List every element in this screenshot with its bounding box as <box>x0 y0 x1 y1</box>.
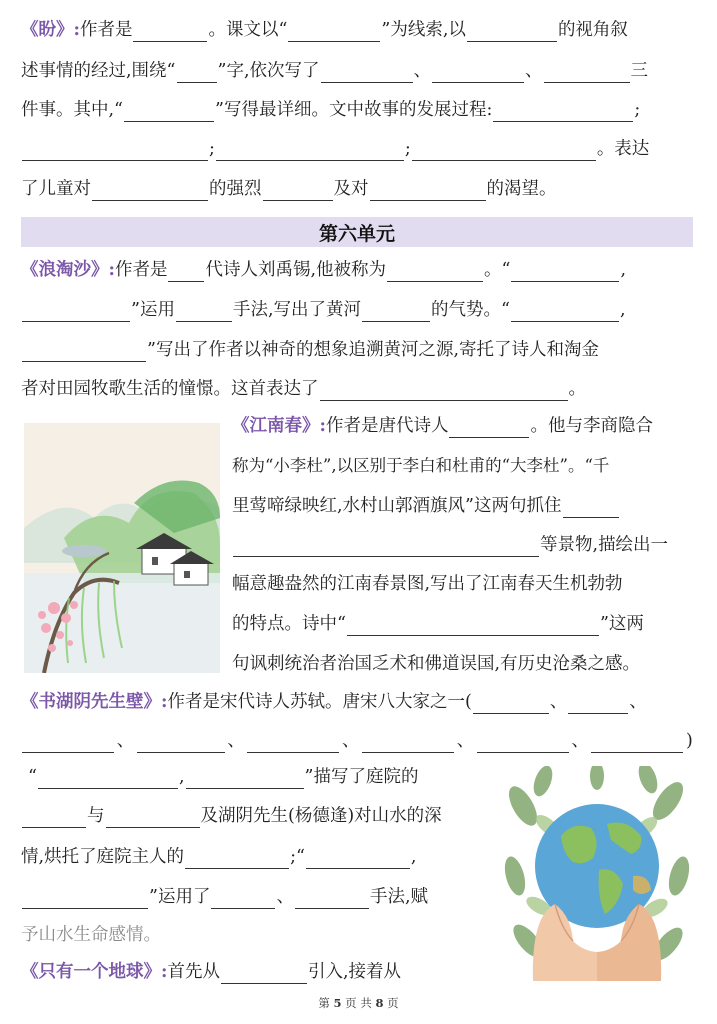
shuhuyin-line-3 <box>28 765 494 789</box>
earth-in-hands-illustration <box>503 766 691 981</box>
text: 页 <box>383 996 399 1010</box>
shuhuyin-title: 《书湖阴先生壁》: <box>21 692 168 712</box>
shuhuyin-line-2 <box>21 729 693 753</box>
text: 、 <box>413 61 432 81</box>
text: 、 <box>571 731 589 751</box>
text: 的气势。“ <box>431 300 510 320</box>
text: 页 共 <box>341 996 376 1010</box>
text: , <box>410 847 417 867</box>
text: 引入,接着从 <box>307 962 402 982</box>
blank[interactable] <box>186 770 304 789</box>
blank[interactable] <box>449 419 529 438</box>
text: 等景物,描绘出一 <box>540 535 669 555</box>
text: , <box>619 300 626 320</box>
text: 代诗人刘禹锡,他被称为 <box>205 260 387 280</box>
blank[interactable] <box>370 182 486 201</box>
text: 第 <box>318 996 334 1010</box>
text: 予山水生命感情。 <box>21 925 161 945</box>
text: 件事。其中,“ <box>21 100 124 120</box>
pan-title: 《盼》: <box>21 20 80 40</box>
text: 幅意趣盎然的江南春景图,写出了江南春天生机勃勃 <box>232 574 623 594</box>
blank[interactable] <box>563 499 619 518</box>
text: ; <box>634 100 641 120</box>
blank[interactable] <box>387 263 483 282</box>
blank[interactable] <box>591 734 683 753</box>
text: , <box>178 767 185 787</box>
text: 的强烈 <box>209 179 262 199</box>
blank[interactable] <box>432 64 524 83</box>
text: ”字,依次写了 <box>217 61 320 81</box>
blank[interactable] <box>473 695 549 714</box>
text: “ <box>28 767 37 787</box>
text: 首先从 <box>167 962 220 982</box>
text: ; <box>209 139 215 159</box>
blank[interactable] <box>320 382 568 401</box>
blank[interactable] <box>106 809 200 828</box>
text: 。 <box>568 379 586 399</box>
text: 。课文以“ <box>208 20 288 40</box>
blank[interactable] <box>412 142 596 161</box>
shuhuyin-line-1 <box>21 690 693 714</box>
shuhuyin-line-7 <box>21 923 494 947</box>
text: 及湖阴先生(杨德逢)对山水的深 <box>200 806 442 826</box>
text: ”描写了庭院的 <box>304 767 419 787</box>
current-page: 5 <box>333 996 342 1010</box>
jiangnanchun-title: 《江南春》: <box>232 416 326 436</box>
text: ”这两 <box>599 614 644 634</box>
page-footer <box>0 995 717 1011</box>
jiangnanchun-line-3 <box>232 494 693 518</box>
text: 、 <box>276 887 294 907</box>
blank[interactable] <box>568 695 628 714</box>
text: 、 <box>549 692 568 712</box>
text: 作者是宋代诗人苏轼。唐宋八大家之一( <box>167 692 472 712</box>
pan-line-1 <box>21 18 693 42</box>
blank[interactable] <box>92 182 208 201</box>
blank[interactable] <box>362 303 430 322</box>
blank[interactable] <box>22 142 208 161</box>
blank[interactable] <box>511 263 619 282</box>
text: 手法,写出了黄河 <box>232 300 362 320</box>
text: ) <box>686 731 693 751</box>
text: 作者是唐代诗人 <box>325 416 449 436</box>
text: 、 <box>629 692 647 712</box>
shuhuyin-line-6 <box>21 885 494 909</box>
blank[interactable] <box>544 64 630 83</box>
jiangnanchun-line-4 <box>232 533 693 557</box>
blank[interactable] <box>511 303 619 322</box>
blank[interactable] <box>38 770 178 789</box>
jiangnan-landscape-illustration <box>24 423 220 673</box>
langtaosha-line-2 <box>21 298 693 322</box>
text: 、 <box>227 731 245 751</box>
blank[interactable] <box>247 734 339 753</box>
text: 、 <box>341 731 360 751</box>
blank[interactable] <box>321 64 413 83</box>
jiangnanchun-line-6 <box>232 612 693 636</box>
blank[interactable] <box>221 965 307 984</box>
text: 的特点。诗中“ <box>232 614 346 634</box>
langtaosha-title: 《浪淘沙》: <box>21 260 115 280</box>
text: ”写出了作者以神奇的想象追溯黄河之源,寄托了诗人和淘金 <box>147 340 600 360</box>
blank[interactable] <box>22 343 146 362</box>
text: 。“ <box>484 260 511 280</box>
text: 称为“小李杜”,以区别于李白和杜甫的“大李杜”。“千 <box>232 456 610 475</box>
text: 者对田园牧歌生活的憧憬。这首表达了 <box>21 379 319 399</box>
blank[interactable] <box>22 303 130 322</box>
text: 。表达 <box>596 139 650 159</box>
text: 了儿童对 <box>21 179 91 199</box>
text: 、 <box>456 731 475 751</box>
text: 情,烘托了庭院主人的 <box>21 847 185 867</box>
text: 的视角叙 <box>557 20 628 40</box>
text: ”运用了 <box>149 887 211 907</box>
langtaosha-line-4 <box>21 377 693 401</box>
blank[interactable] <box>22 809 86 828</box>
text: ”写得最详细。文中故事的发展过程: <box>215 100 493 120</box>
blank[interactable] <box>347 617 599 636</box>
shuhuyin-line-4 <box>21 804 494 828</box>
langtaosha-line-3 <box>21 338 693 362</box>
text: , <box>620 260 627 280</box>
total-pages: 8 <box>375 996 384 1010</box>
text: 作者是 <box>114 260 168 280</box>
blank[interactable] <box>216 142 404 161</box>
blank[interactable] <box>362 734 454 753</box>
blank[interactable] <box>22 734 114 753</box>
text: ”运用 <box>131 300 175 320</box>
pan-line-3 <box>21 98 693 122</box>
text: 。他与李商隐合 <box>530 416 653 436</box>
blank[interactable] <box>493 103 633 122</box>
text: ”为线索,以 <box>381 20 466 40</box>
blank[interactable] <box>133 23 207 42</box>
blank[interactable] <box>295 890 369 909</box>
text: 与 <box>87 806 105 826</box>
blank[interactable] <box>211 890 275 909</box>
zhiyouyige-title: 《只有一个地球》: <box>21 962 168 982</box>
blank[interactable] <box>168 263 204 282</box>
jiangnanchun-line-5 <box>232 572 693 596</box>
blank[interactable] <box>177 64 217 83</box>
blank[interactable] <box>233 538 539 557</box>
text: 手法,赋 <box>369 887 429 907</box>
text: 、 <box>525 61 543 81</box>
unit-heading: 第六单元 <box>318 222 395 245</box>
blank[interactable] <box>124 103 214 122</box>
text: ; <box>404 139 411 159</box>
blank[interactable] <box>288 23 380 42</box>
text: 句讽刺统治者治国乏术和佛道误国,有历史沧桑之感。 <box>232 654 641 674</box>
unit-heading-band <box>21 217 693 247</box>
jiangnanchun-line-7 <box>232 652 693 676</box>
pan-line-2 <box>21 59 693 83</box>
blank[interactable] <box>306 850 410 869</box>
pan-line-4 <box>21 137 693 161</box>
shuhuyin-line-5 <box>21 845 494 869</box>
text: 及对 <box>333 179 369 199</box>
blank[interactable] <box>185 850 289 869</box>
text: 的渴望。 <box>486 179 557 199</box>
blank[interactable] <box>477 734 569 753</box>
text: 述事情的经过,围绕“ <box>21 61 176 81</box>
pan-line-5 <box>21 177 693 201</box>
jiangnanchun-line-2 <box>232 454 693 478</box>
text: 、 <box>116 731 135 751</box>
text: ;“ <box>290 847 305 867</box>
blank[interactable] <box>137 734 225 753</box>
blank[interactable] <box>467 23 557 42</box>
blank[interactable] <box>263 182 333 201</box>
jiangnanchun-line-1 <box>232 414 693 438</box>
blank[interactable] <box>22 890 148 909</box>
text: 里莺啼绿映红,水村山郭酒旗风”这两句抓住 <box>232 496 562 516</box>
blank[interactable] <box>176 303 232 322</box>
langtaosha-line-1 <box>21 258 693 282</box>
zhiyouyige-line-1 <box>21 960 494 984</box>
text: 三 <box>630 61 649 81</box>
text: 作者是 <box>79 20 133 40</box>
